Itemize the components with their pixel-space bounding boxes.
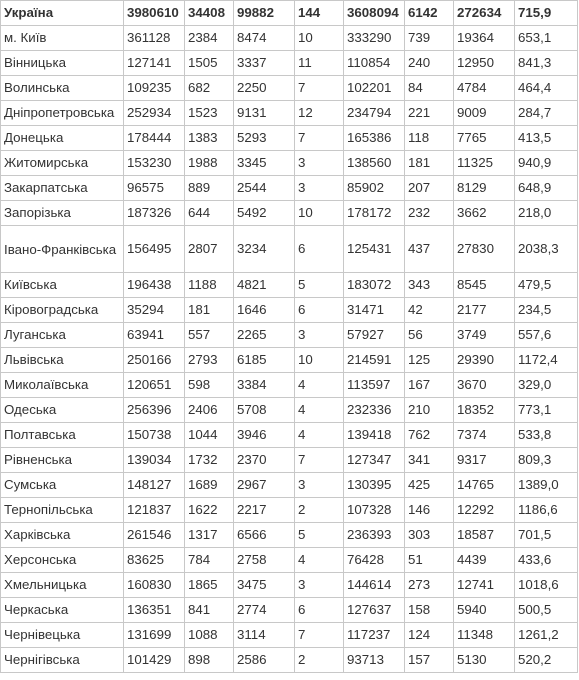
value-cell-2: 898: [185, 648, 234, 673]
value-cell-2: 644: [185, 201, 234, 226]
value-cell-7: 27830: [454, 226, 515, 273]
region-name-cell: Рівненська: [1, 448, 124, 473]
value-cell-2: 841: [185, 598, 234, 623]
table-row: [1, 498, 578, 523]
value-cell-3: 2370: [234, 448, 295, 473]
value-cell-5: 110854: [344, 51, 405, 76]
value-cell-4: 144: [295, 1, 344, 26]
value-cell-1: 101429: [124, 648, 185, 673]
value-cell-6: 437: [405, 226, 454, 273]
value-cell-1: 139034: [124, 448, 185, 473]
value-cell-6: 425: [405, 473, 454, 498]
value-cell-6: 167: [405, 373, 454, 398]
value-cell-4: 3: [295, 151, 344, 176]
value-cell-3: 1646: [234, 298, 295, 323]
region-name-cell: Хмельницька: [1, 573, 124, 598]
region-name-cell: Луганська: [1, 323, 124, 348]
value-cell-2: 1044: [185, 423, 234, 448]
value-cell-7: 3662: [454, 201, 515, 226]
value-cell-7: 11348: [454, 623, 515, 648]
value-cell-7: 3670: [454, 373, 515, 398]
value-cell-1: 178444: [124, 126, 185, 151]
value-cell-6: 240: [405, 51, 454, 76]
value-cell-5: 183072: [344, 273, 405, 298]
value-cell-7: 4439: [454, 548, 515, 573]
value-cell-5: 76428: [344, 548, 405, 573]
value-cell-2: 1188: [185, 273, 234, 298]
value-cell-6: 210: [405, 398, 454, 423]
value-cell-6: 51: [405, 548, 454, 573]
value-cell-3: 3475: [234, 573, 295, 598]
region-name-cell: Закарпатська: [1, 176, 124, 201]
value-cell-8: 284,7: [515, 101, 578, 126]
value-cell-1: 361128: [124, 26, 185, 51]
value-cell-5: 117237: [344, 623, 405, 648]
value-cell-4: 7: [295, 76, 344, 101]
table-row: [1, 298, 578, 323]
value-cell-7: 18352: [454, 398, 515, 423]
value-cell-8: 557,6: [515, 323, 578, 348]
table-row: [1, 548, 578, 573]
value-cell-7: 19364: [454, 26, 515, 51]
region-name-cell: Харківська: [1, 523, 124, 548]
value-cell-8: 1186,6: [515, 498, 578, 523]
value-cell-3: 5492: [234, 201, 295, 226]
value-cell-2: 34408: [185, 1, 234, 26]
value-cell-8: 2038,3: [515, 226, 578, 273]
region-name-cell: Запорізька: [1, 201, 124, 226]
table-row: [1, 76, 578, 101]
value-cell-4: 5: [295, 523, 344, 548]
region-name-cell: м. Київ: [1, 26, 124, 51]
value-cell-7: 272634: [454, 1, 515, 26]
value-cell-6: 84: [405, 76, 454, 101]
value-cell-2: 2793: [185, 348, 234, 373]
value-cell-1: 35294: [124, 298, 185, 323]
value-cell-3: 5708: [234, 398, 295, 423]
value-cell-3: 8474: [234, 26, 295, 51]
value-cell-7: 7374: [454, 423, 515, 448]
table-row: [1, 648, 578, 673]
value-cell-3: 3114: [234, 623, 295, 648]
value-cell-8: 1389,0: [515, 473, 578, 498]
value-cell-8: 464,4: [515, 76, 578, 101]
region-name-cell: Київська: [1, 273, 124, 298]
value-cell-4: 6: [295, 226, 344, 273]
value-cell-7: 11325: [454, 151, 515, 176]
value-cell-3: 3384: [234, 373, 295, 398]
value-cell-3: 9131: [234, 101, 295, 126]
value-cell-6: 341: [405, 448, 454, 473]
value-cell-3: 3946: [234, 423, 295, 448]
value-cell-2: 557: [185, 323, 234, 348]
value-cell-2: 2807: [185, 226, 234, 273]
value-cell-6: 118: [405, 126, 454, 151]
table-row: [1, 348, 578, 373]
value-cell-5: 234794: [344, 101, 405, 126]
value-cell-5: 31471: [344, 298, 405, 323]
region-name-cell: Вінницька: [1, 51, 124, 76]
value-cell-1: 148127: [124, 473, 185, 498]
value-cell-6: 157: [405, 648, 454, 673]
value-cell-4: 7: [295, 126, 344, 151]
value-cell-2: 1988: [185, 151, 234, 176]
value-cell-5: 3608094: [344, 1, 405, 26]
value-cell-5: 214591: [344, 348, 405, 373]
value-cell-8: 1018,6: [515, 573, 578, 598]
value-cell-3: 6566: [234, 523, 295, 548]
region-name-cell: Чернівецька: [1, 623, 124, 648]
table-row: [1, 101, 578, 126]
table-row-total: [1, 1, 578, 26]
value-cell-8: 500,5: [515, 598, 578, 623]
value-cell-1: 127141: [124, 51, 185, 76]
value-cell-4: 6: [295, 298, 344, 323]
value-cell-4: 4: [295, 548, 344, 573]
table-row: [1, 323, 578, 348]
value-cell-3: 99882: [234, 1, 295, 26]
value-cell-7: 7765: [454, 126, 515, 151]
value-cell-3: 2758: [234, 548, 295, 573]
value-cell-4: 7: [295, 448, 344, 473]
region-name-cell: Україна: [1, 1, 124, 26]
value-cell-2: 2384: [185, 26, 234, 51]
value-cell-8: 648,9: [515, 176, 578, 201]
value-cell-6: 146: [405, 498, 454, 523]
value-cell-4: 2: [295, 648, 344, 673]
value-cell-1: 121837: [124, 498, 185, 523]
value-cell-7: 12741: [454, 573, 515, 598]
table-row: [1, 26, 578, 51]
value-cell-2: 682: [185, 76, 234, 101]
value-cell-7: 5940: [454, 598, 515, 623]
value-cell-4: 3: [295, 323, 344, 348]
region-name-cell: Одеська: [1, 398, 124, 423]
value-cell-2: 2406: [185, 398, 234, 423]
table-row: [1, 126, 578, 151]
region-name-cell: Житомирська: [1, 151, 124, 176]
value-cell-2: 1383: [185, 126, 234, 151]
value-cell-1: 63941: [124, 323, 185, 348]
value-cell-8: 533,8: [515, 423, 578, 448]
table-row: [1, 623, 578, 648]
region-name-cell: Миколаївська: [1, 373, 124, 398]
value-cell-6: 42: [405, 298, 454, 323]
value-cell-5: 232336: [344, 398, 405, 423]
value-cell-8: 715,9: [515, 1, 578, 26]
value-cell-1: 261546: [124, 523, 185, 548]
value-cell-6: 158: [405, 598, 454, 623]
value-cell-1: 196438: [124, 273, 185, 298]
value-cell-8: 234,5: [515, 298, 578, 323]
value-cell-6: 762: [405, 423, 454, 448]
region-name-cell: Полтавська: [1, 423, 124, 448]
table-row: [1, 226, 578, 273]
value-cell-7: 18587: [454, 523, 515, 548]
value-cell-8: 433,6: [515, 548, 578, 573]
value-cell-7: 9009: [454, 101, 515, 126]
value-cell-8: 218,0: [515, 201, 578, 226]
table-body: [1, 1, 578, 673]
value-cell-3: 2544: [234, 176, 295, 201]
value-cell-4: 10: [295, 348, 344, 373]
value-cell-7: 2177: [454, 298, 515, 323]
value-cell-8: 1261,2: [515, 623, 578, 648]
value-cell-1: 252934: [124, 101, 185, 126]
value-cell-5: 144614: [344, 573, 405, 598]
value-cell-3: 2774: [234, 598, 295, 623]
value-cell-3: 5293: [234, 126, 295, 151]
region-name-cell: Херсонська: [1, 548, 124, 573]
table-row: [1, 473, 578, 498]
value-cell-1: 3980610: [124, 1, 185, 26]
value-cell-4: 5: [295, 273, 344, 298]
region-name-cell: Івано-Франківська: [1, 226, 124, 273]
region-name-cell: Кіровоградська: [1, 298, 124, 323]
value-cell-3: 2967: [234, 473, 295, 498]
value-cell-4: 10: [295, 201, 344, 226]
value-cell-8: 329,0: [515, 373, 578, 398]
value-cell-7: 3749: [454, 323, 515, 348]
value-cell-4: 12: [295, 101, 344, 126]
table-row: [1, 448, 578, 473]
value-cell-3: 4821: [234, 273, 295, 298]
value-cell-2: 784: [185, 548, 234, 573]
region-name-cell: Черкаська: [1, 598, 124, 623]
value-cell-3: 3234: [234, 226, 295, 273]
value-cell-1: 187326: [124, 201, 185, 226]
value-cell-6: 56: [405, 323, 454, 348]
value-cell-6: 273: [405, 573, 454, 598]
table-row: [1, 423, 578, 448]
value-cell-7: 8129: [454, 176, 515, 201]
value-cell-5: 127637: [344, 598, 405, 623]
value-cell-6: 221: [405, 101, 454, 126]
value-cell-7: 8545: [454, 273, 515, 298]
value-cell-4: 3: [295, 573, 344, 598]
region-name-cell: Донецька: [1, 126, 124, 151]
value-cell-4: 7: [295, 623, 344, 648]
value-cell-6: 739: [405, 26, 454, 51]
value-cell-6: 232: [405, 201, 454, 226]
value-cell-1: 156495: [124, 226, 185, 273]
value-cell-2: 889: [185, 176, 234, 201]
value-cell-3: 3337: [234, 51, 295, 76]
value-cell-8: 841,3: [515, 51, 578, 76]
region-name-cell: Львівська: [1, 348, 124, 373]
value-cell-4: 3: [295, 473, 344, 498]
value-cell-1: 250166: [124, 348, 185, 373]
region-name-cell: Волинська: [1, 76, 124, 101]
value-cell-4: 3: [295, 176, 344, 201]
value-cell-3: 2217: [234, 498, 295, 523]
value-cell-6: 6142: [405, 1, 454, 26]
value-cell-1: 120651: [124, 373, 185, 398]
value-cell-5: 57927: [344, 323, 405, 348]
value-cell-4: 6: [295, 598, 344, 623]
value-cell-8: 479,5: [515, 273, 578, 298]
value-cell-4: 11: [295, 51, 344, 76]
value-cell-3: 6185: [234, 348, 295, 373]
value-cell-3: 2265: [234, 323, 295, 348]
value-cell-6: 125: [405, 348, 454, 373]
value-cell-5: 93713: [344, 648, 405, 673]
value-cell-1: 160830: [124, 573, 185, 598]
value-cell-2: 1523: [185, 101, 234, 126]
region-name-cell: Сумська: [1, 473, 124, 498]
value-cell-1: 150738: [124, 423, 185, 448]
value-cell-8: 1172,4: [515, 348, 578, 373]
value-cell-4: 4: [295, 398, 344, 423]
table-row: [1, 273, 578, 298]
value-cell-2: 1088: [185, 623, 234, 648]
value-cell-4: 4: [295, 423, 344, 448]
value-cell-4: 10: [295, 26, 344, 51]
value-cell-8: 940,9: [515, 151, 578, 176]
value-cell-6: 343: [405, 273, 454, 298]
table-row: [1, 373, 578, 398]
value-cell-1: 109235: [124, 76, 185, 101]
value-cell-5: 127347: [344, 448, 405, 473]
value-cell-6: 181: [405, 151, 454, 176]
value-cell-8: 413,5: [515, 126, 578, 151]
value-cell-5: 107328: [344, 498, 405, 523]
table-row: [1, 51, 578, 76]
table-row: [1, 176, 578, 201]
table-row: [1, 523, 578, 548]
value-cell-1: 131699: [124, 623, 185, 648]
table-row: [1, 573, 578, 598]
value-cell-3: 2586: [234, 648, 295, 673]
table-row: [1, 201, 578, 226]
value-cell-5: 333290: [344, 26, 405, 51]
value-cell-8: 773,1: [515, 398, 578, 423]
value-cell-1: 136351: [124, 598, 185, 623]
value-cell-2: 1622: [185, 498, 234, 523]
value-cell-3: 3345: [234, 151, 295, 176]
value-cell-2: 1317: [185, 523, 234, 548]
value-cell-7: 12950: [454, 51, 515, 76]
table-row: [1, 598, 578, 623]
value-cell-1: 256396: [124, 398, 185, 423]
value-cell-7: 9317: [454, 448, 515, 473]
value-cell-8: 701,5: [515, 523, 578, 548]
value-cell-8: 653,1: [515, 26, 578, 51]
region-name-cell: Тернопільська: [1, 498, 124, 523]
value-cell-7: 29390: [454, 348, 515, 373]
value-cell-6: 124: [405, 623, 454, 648]
value-cell-5: 178172: [344, 201, 405, 226]
value-cell-7: 5130: [454, 648, 515, 673]
value-cell-8: 809,3: [515, 448, 578, 473]
value-cell-1: 83625: [124, 548, 185, 573]
value-cell-1: 96575: [124, 176, 185, 201]
value-cell-2: 1732: [185, 448, 234, 473]
value-cell-1: 153230: [124, 151, 185, 176]
value-cell-5: 102201: [344, 76, 405, 101]
value-cell-2: 1505: [185, 51, 234, 76]
value-cell-5: 139418: [344, 423, 405, 448]
value-cell-5: 113597: [344, 373, 405, 398]
value-cell-7: 4784: [454, 76, 515, 101]
value-cell-4: 4: [295, 373, 344, 398]
value-cell-2: 598: [185, 373, 234, 398]
value-cell-7: 12292: [454, 498, 515, 523]
value-cell-4: 2: [295, 498, 344, 523]
table-row: [1, 398, 578, 423]
value-cell-5: 138560: [344, 151, 405, 176]
region-name-cell: Чернігівська: [1, 648, 124, 673]
value-cell-2: 1689: [185, 473, 234, 498]
value-cell-5: 236393: [344, 523, 405, 548]
region-name-cell: Дніпропетровська: [1, 101, 124, 126]
value-cell-5: 165386: [344, 126, 405, 151]
value-cell-2: 1865: [185, 573, 234, 598]
table-row: [1, 151, 578, 176]
value-cell-6: 207: [405, 176, 454, 201]
value-cell-7: 14765: [454, 473, 515, 498]
value-cell-2: 181: [185, 298, 234, 323]
value-cell-5: 125431: [344, 226, 405, 273]
value-cell-6: 303: [405, 523, 454, 548]
value-cell-3: 2250: [234, 76, 295, 101]
value-cell-8: 520,2: [515, 648, 578, 673]
value-cell-5: 130395: [344, 473, 405, 498]
value-cell-5: 85902: [344, 176, 405, 201]
